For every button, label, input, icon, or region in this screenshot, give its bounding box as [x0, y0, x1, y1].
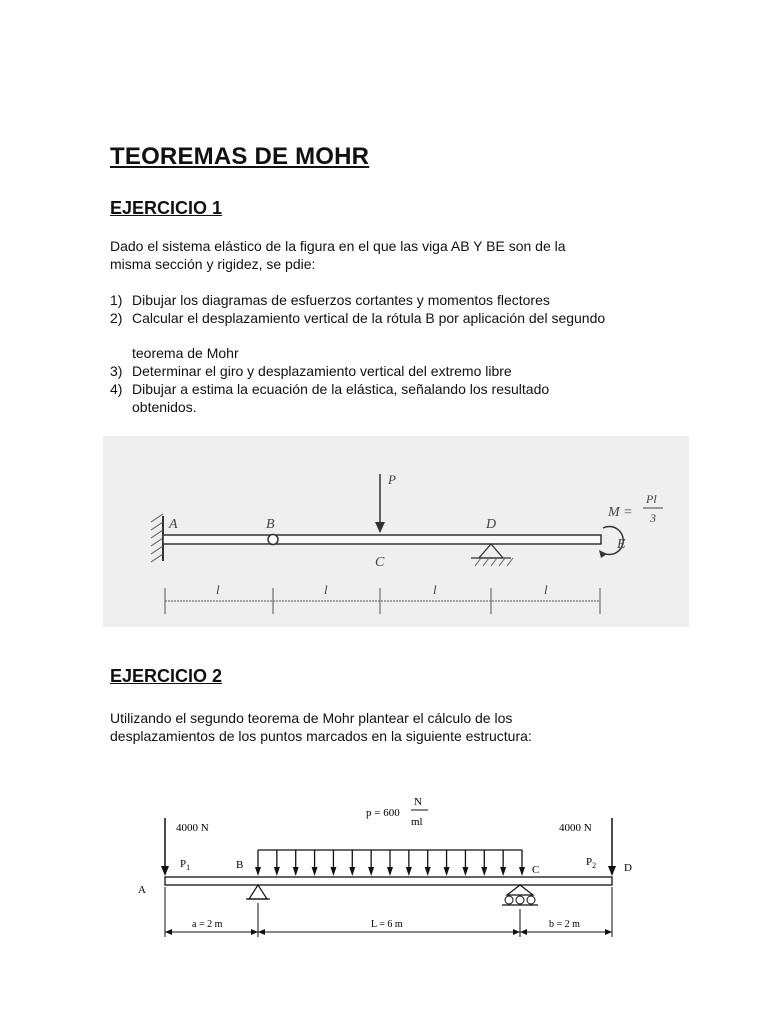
- distributed-load-arrowhead: [500, 867, 506, 876]
- list-item: [110, 344, 710, 362]
- label-b: B: [236, 859, 244, 871]
- moment-label: M =: [608, 505, 633, 520]
- support-b: [249, 885, 267, 899]
- list-item-text: Calcular el desplazamiento vertical de la rótula B por aplicación del segundo: [132, 310, 606, 326]
- moment-arrowhead: [599, 550, 607, 558]
- force-right-arrowhead: [608, 866, 616, 876]
- beam: [165, 877, 612, 885]
- list-item-number: 3): [110, 363, 123, 379]
- label-d: D: [624, 862, 632, 874]
- list-item-number: 4): [110, 381, 123, 397]
- list-item: [110, 380, 710, 398]
- distributed-load-arrowhead: [406, 867, 412, 876]
- distributed-load-arrowhead: [387, 867, 393, 876]
- dimension-l: L = 6 m: [371, 919, 403, 930]
- list-item: [110, 362, 710, 380]
- load-label: p = 600: [366, 807, 400, 819]
- support-d: [479, 544, 503, 558]
- distributed-load-arrowhead: [425, 867, 431, 876]
- list-item-number: 1): [110, 292, 123, 308]
- span-label: l: [433, 582, 437, 597]
- beam: [163, 535, 601, 544]
- label-d: D: [486, 517, 497, 532]
- force-left-label: 4000 N: [176, 822, 209, 834]
- intro-line-1: Utilizando el segundo teorema de Mohr plantear el cálculo de los: [110, 710, 513, 726]
- label-b: B: [266, 517, 275, 532]
- load-unit-denominator: ml: [411, 816, 423, 828]
- ejercicio-1-heading: EJERCICIO 1: [110, 198, 223, 218]
- roller: [527, 896, 535, 904]
- label-e: E: [617, 537, 626, 552]
- beam-diagram-1: [103, 436, 689, 627]
- list-item-text: obtenidos.: [132, 399, 197, 415]
- distributed-load-arrowhead: [444, 867, 450, 876]
- distributed-load-arrowhead: [274, 867, 280, 876]
- span-label: l: [216, 582, 220, 597]
- ejercicio-2-figure: [130, 785, 650, 950]
- distributed-load-arrowhead: [255, 867, 261, 876]
- dimension-b: b = 2 m: [549, 919, 580, 930]
- distributed-load-arrowhead: [368, 867, 374, 876]
- ejercicio-2-heading: EJERCICIO 2: [110, 666, 223, 686]
- intro-line-1: Dado el sistema elástico de la figura en el que las viga AB Y BE son de la: [110, 238, 566, 254]
- distributed-load-arrowhead: [462, 867, 468, 876]
- span-label: l: [324, 582, 328, 597]
- list-item: [110, 291, 710, 309]
- distributed-load-arrowhead: [481, 867, 487, 876]
- support-d-hatching: [475, 558, 513, 566]
- list-item: [110, 398, 710, 416]
- load-p-arrowhead: [375, 522, 385, 533]
- label-a: A: [169, 517, 178, 532]
- roller: [516, 896, 524, 904]
- dimension-a: a = 2 m: [192, 919, 223, 930]
- moment-denominator: 3: [650, 511, 656, 525]
- distributed-load-arrowhead: [293, 867, 299, 876]
- span-label: l: [544, 582, 548, 597]
- list-item: [110, 309, 710, 327]
- ejercicio-1-figure: [103, 436, 689, 627]
- label-p1: $P_1$: [180, 858, 191, 872]
- moment-numerator: Pl: [646, 492, 657, 506]
- force-left-arrowhead: [161, 866, 169, 876]
- distributed-load-arrowhead: [349, 867, 355, 876]
- list-item-text: Dibujar a estima la ecuación de la elástica, señalando los resultado: [132, 381, 550, 397]
- ejercicio-1-intro: [110, 237, 690, 273]
- label-c: C: [375, 555, 385, 570]
- list-item-number: 2): [110, 310, 123, 326]
- distributed-load-arrows: [255, 850, 525, 876]
- distributed-load-arrowhead: [519, 867, 525, 876]
- intro-line-2: misma sección y rigidez, se pdie:: [110, 256, 316, 272]
- label-a: A: [138, 884, 146, 896]
- force-right-label: 4000 N: [559, 822, 592, 834]
- beam-diagram-2: [130, 785, 650, 950]
- label-p: P: [388, 472, 396, 487]
- list-item-text: Determinar el giro y desplazamiento vertical del extremo libre: [132, 363, 512, 379]
- support-c: [507, 885, 533, 895]
- intro-line-2: desplazamientos de los puntos marcados en la siguiente estructura:: [110, 728, 532, 744]
- list-item-text: Dibujar los diagramas de esfuerzos cortantes y momentos flectores: [132, 292, 550, 308]
- load-unit-numerator: N: [414, 796, 422, 808]
- label-p2: $P_2$: [586, 856, 597, 870]
- ejercicio-2-intro: [110, 709, 690, 745]
- distributed-load-arrowhead: [330, 867, 336, 876]
- hinge-b: [268, 535, 278, 545]
- page-title: TEOREMAS DE MOHR: [110, 143, 370, 170]
- wall-hatching: [151, 514, 163, 562]
- distributed-load-arrowhead: [312, 867, 318, 876]
- roller: [505, 896, 513, 904]
- label-c: C: [532, 864, 540, 876]
- ejercicio-1-task-list: [110, 291, 710, 416]
- list-item-text: teorema de Mohr: [132, 345, 239, 361]
